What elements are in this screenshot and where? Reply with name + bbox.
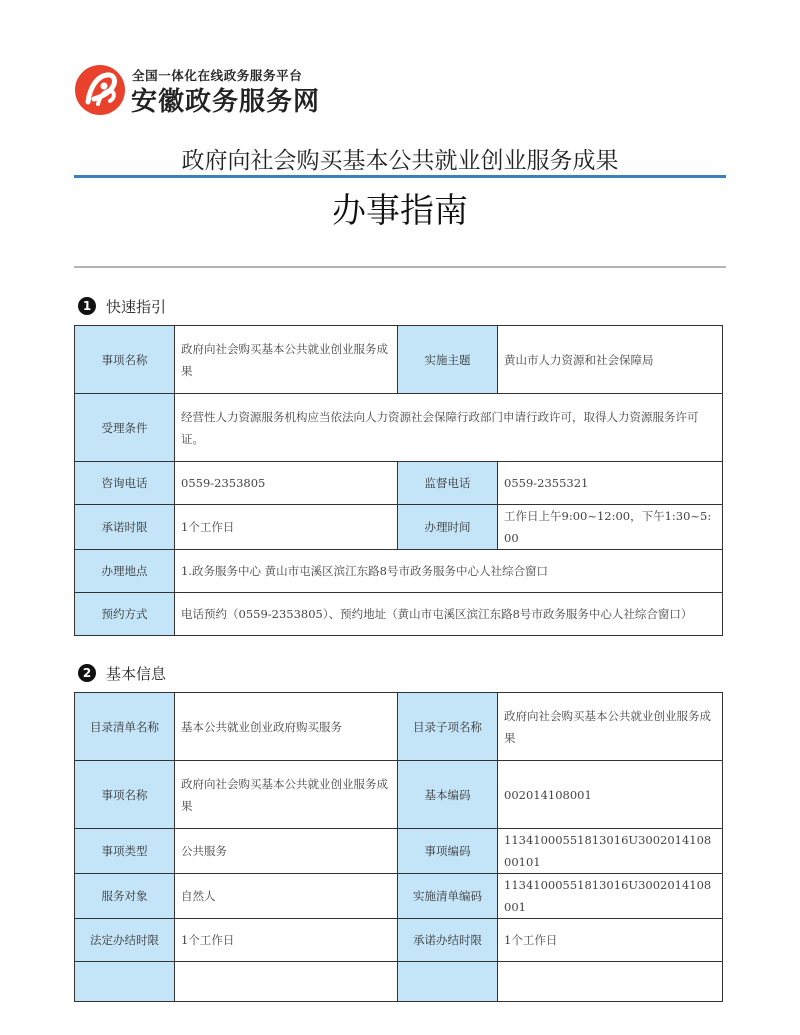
field-label: 法定办结时限	[75, 919, 175, 962]
table-row	[75, 593, 723, 636]
section-number-badge: 1	[78, 297, 96, 315]
logo-title: 安徽政务服务网	[131, 87, 321, 117]
site-logo[interactable]	[74, 64, 334, 118]
section-number-badge: 2	[78, 664, 96, 682]
field-value: 1.政务服务中心 黄山市屯溪区滨江东路8号市政务服务中心人社综合窗口	[175, 550, 723, 593]
field-label: 预约方式	[75, 593, 175, 636]
table-row	[75, 505, 723, 550]
field-label: 咨询电话	[75, 462, 175, 505]
field-label: 承诺时限	[75, 505, 175, 550]
field-value: 自然人	[175, 874, 398, 919]
field-value: 黄山市人力资源和社会保障局	[498, 326, 723, 394]
field-value: 0559-2353805	[175, 462, 398, 505]
field-value: 政府向社会购买基本公共就业创业服务成果	[175, 326, 398, 394]
field-label: 受理条件	[75, 394, 175, 462]
section-title: 快速指引	[106, 297, 167, 316]
field-label: 办理地点	[75, 550, 175, 593]
field-label: 承诺办结时限	[398, 919, 498, 962]
field-value: 0559-2355321	[498, 462, 723, 505]
table-row	[75, 919, 723, 962]
section-heading-basic-info	[78, 661, 166, 685]
field-label: 服务对象	[75, 874, 175, 919]
field-value	[498, 962, 723, 1002]
field-value: 政府向社会购买基本公共就业创业服务成果	[498, 693, 723, 761]
quick-guide-table	[74, 325, 723, 636]
section-title: 基本信息	[106, 664, 167, 683]
field-label: 监督电话	[398, 462, 498, 505]
field-label: 基本编码	[398, 761, 498, 829]
field-label: 目录子项名称	[398, 693, 498, 761]
field-value: 工作日上午9:00~12:00，下午1:30~5:00	[498, 505, 723, 550]
logo-subtitle: 全国一体化在线政务服务平台	[132, 68, 303, 83]
field-label: 事项编码	[398, 829, 498, 874]
field-label	[75, 962, 175, 1002]
field-value: 002014108001	[498, 761, 723, 829]
table-row	[75, 462, 723, 505]
document-title: 政府向社会购买基本公共就业创业服务成果	[181, 148, 619, 174]
guide-heading: 办事指南	[332, 191, 468, 231]
field-label: 实施清单编码	[398, 874, 498, 919]
field-value: 1个工作日	[498, 919, 723, 962]
field-label: 办理时间	[398, 505, 498, 550]
field-value: 11341000551813016U300201410800101	[498, 829, 723, 874]
table-row	[75, 693, 723, 761]
table-row	[75, 874, 723, 919]
table-row	[75, 394, 723, 462]
field-value: 电话预约（0559-2353805）、预约地址（黄山市屯溪区滨江东路8号市政务服务中心人社综合窗口）	[175, 593, 723, 636]
table-row	[75, 326, 723, 394]
field-value: 基本公共就业创业政府购买服务	[175, 693, 398, 761]
field-value: 政府向社会购买基本公共就业创业服务成果	[175, 761, 398, 829]
field-value: 经营性人力资源服务机构应当依法向人力资源社会保障行政部门申请行政许可，取得人力资源服务许可证。	[175, 394, 723, 462]
section-heading-quick-guide	[78, 294, 166, 318]
section-divider	[74, 266, 726, 268]
field-label: 实施主题	[398, 326, 498, 394]
title-divider	[74, 175, 726, 178]
table-row	[75, 550, 723, 593]
field-value: 1个工作日	[175, 919, 398, 962]
field-value: 11341000551813016U3002014108001	[498, 874, 723, 919]
field-label: 目录清单名称	[75, 693, 175, 761]
field-label: 事项名称	[75, 761, 175, 829]
field-value: 1个工作日	[175, 505, 398, 550]
field-value: 公共服务	[175, 829, 398, 874]
field-value	[175, 962, 398, 1002]
field-label	[398, 962, 498, 1002]
field-label: 事项名称	[75, 326, 175, 394]
table-row	[75, 829, 723, 874]
field-label: 事项类型	[75, 829, 175, 874]
anhui-logo-icon	[74, 64, 126, 116]
basic-info-table	[74, 692, 723, 1002]
table-row	[75, 761, 723, 829]
table-row	[75, 962, 723, 1002]
